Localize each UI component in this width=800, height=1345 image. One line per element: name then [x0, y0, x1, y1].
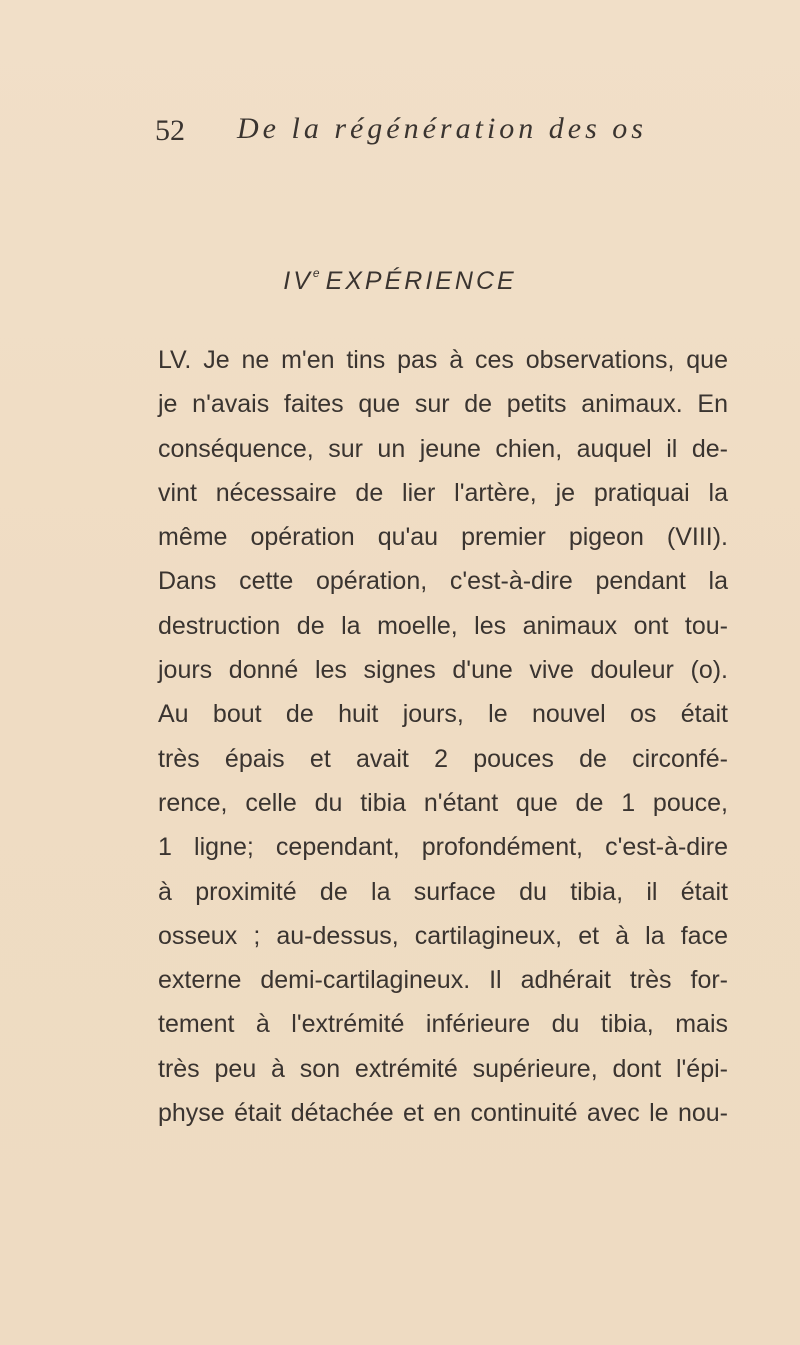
section-heading	[0, 266, 800, 296]
text-line: même opération qu'au premier pigeon (VIII).	[158, 523, 728, 552]
text-line: je n'avais faites que sur de petits animaux. En	[158, 390, 728, 419]
text-line: très épais et avait 2 pouces de circonfé-	[158, 744, 728, 773]
text-line: Au bout de huit jours, le nouvel os était	[158, 700, 728, 729]
text-line: tement à l'extrémité inférieure du tibia, mais	[158, 1010, 728, 1039]
text-line: Dans cette opération, c'est-à-dire pendant la	[158, 567, 728, 596]
text-line: physe était détachée et en continuité avec le nou-	[158, 1099, 728, 1128]
text-line: rence, celle du tibia n'étant que de 1 pouce,	[158, 788, 728, 817]
text-line: conséquence, sur un jeune chien, auquel il de-	[158, 434, 728, 463]
text-line: très peu à son extrémité supérieure, dont l'épi-	[158, 1054, 728, 1083]
page-header	[155, 108, 647, 152]
text-line: osseux ; au-dessus, cartilagineux, et à la face	[158, 921, 728, 950]
text-line: 1 ligne; cependant, profondément, c'est-à-dire	[158, 833, 728, 862]
text-line: jours donné les signes d'une vive douleur (o).	[158, 656, 728, 685]
text-line: vint nécessaire de lier l'artère, je pratiquai la	[158, 478, 728, 507]
heading-roman: IV	[283, 267, 313, 295]
page-number: 52	[155, 114, 185, 147]
running-title: De la régénération des os	[237, 112, 647, 145]
text-line: destruction de la moelle, les animaux ont tou-	[158, 611, 728, 640]
heading-word: EXPÉRIENCE	[325, 267, 517, 295]
text-line: LV. Je ne m'en tins pas à ces observations, que	[158, 346, 728, 374]
text-line: externe demi-cartilagineux. Il adhérait très for-	[158, 966, 728, 995]
text-line: à proximité de la surface du tibia, il était	[158, 877, 728, 906]
body-paragraph	[158, 338, 728, 1135]
heading-superscript: e	[312, 266, 320, 280]
